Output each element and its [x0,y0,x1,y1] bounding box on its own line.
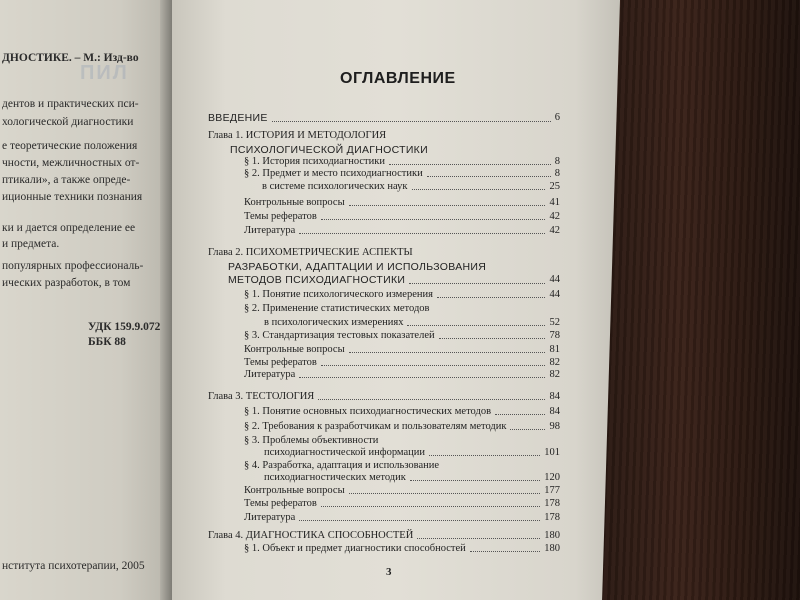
toc-entry [244,225,560,236]
left-line: иционные техники познания [2,191,143,203]
toc-entry-label: § 1. История психодиагностики [244,156,385,167]
toc-entry-page: 81 [549,344,560,355]
toc-leader-dots [299,377,545,378]
toc-leader-dots [510,429,545,430]
toc-entry [244,421,560,432]
toc-entry [244,435,560,446]
toc-leader-dots [272,121,551,122]
toc-entry-page: 178 [544,512,560,523]
toc-leader-dots [439,338,545,339]
copyright-line: нститута психотерапии, 2005 [2,560,145,572]
show-through-text: ПИЛ [80,62,129,84]
toc-entry-label: Литература [244,225,296,236]
toc-entry [244,357,560,368]
toc-entry [244,289,560,300]
toc-entry [208,530,560,541]
wooden-table [600,0,800,600]
toc-entry-page: 101 [544,447,560,458]
toc-entry-page: 25 [549,181,560,192]
toc-leader-dots [437,297,545,298]
toc-leader-dots [349,493,540,494]
toc-entry-label: Глава 4. ДИАГНОСТИКА СПОСОБНОСТЕЙ [208,530,414,541]
toc-entry [244,460,560,471]
toc-leader-dots [409,283,545,284]
toc-entry-page: 98 [549,421,560,432]
toc-entry-page: 82 [549,357,560,368]
toc-entry [244,330,560,341]
toc-entry [244,369,560,380]
toc-entry-page: 8 [554,156,560,167]
toc-entry [244,303,560,314]
toc-entry-label: психодиагностической информации [264,447,426,458]
toc-entry-label: § 1. Объект и предмет диагностики способностей [244,543,466,554]
toc-entry [244,211,560,222]
toc-entry-label: ВВЕДЕНИЕ [208,112,268,124]
toc-leader-dots [410,480,540,481]
toc-entry-label: ПСИХОЛОГИЧЕСКОЙ ДИАГНОСТИКИ [230,144,428,156]
toc-leader-dots [321,219,545,220]
toc-entry-label: в психологических измерениях [264,317,404,328]
left-line: е теоретические положения [2,140,138,152]
left-line: чности, межличностных от- [2,157,140,169]
toc-entry-label: § 3. Стандартизация тестовых показателей [244,330,435,341]
toc-entry-page: 44 [549,274,560,285]
toc-entry-page: 178 [544,498,560,509]
toc-entry [244,168,560,179]
toc-entry [264,472,560,483]
toc-entry-label: Контрольные вопросы [244,485,345,496]
toc-entry-page: 44 [549,289,560,300]
left-line: популярных профессиональ- [2,260,144,272]
toc-leader-dots [321,506,540,507]
toc-entry-label: § 1. Понятие основных психодиагностических методов [244,406,492,417]
toc-leader-dots [389,164,551,165]
toc-entry [244,543,560,554]
toc-entry-label: § 2. Предмет и место психодиагностики [244,168,423,179]
left-line: ических разработок, в том [2,277,131,289]
toc-leader-dots [495,414,545,415]
toc-entry-page: 42 [549,225,560,236]
toc-entry-label: Глава 2. ПСИХОМЕТРИЧЕСКИЕ АСПЕКТЫ [208,247,413,258]
toc-entry [244,512,560,523]
toc-entry-label: Контрольные вопросы [244,344,345,355]
toc-entry-label: Темы рефератов [244,498,317,509]
toc-entry [262,181,560,192]
toc-entry-label: § 4. Разработка, адаптация и использование [244,460,440,471]
left-line: дентов и практических пси- [2,98,139,110]
toc-entry-page: 120 [544,472,560,483]
toc-entry-label: § 2. Требования к разработчикам и пользователям методик [244,421,507,432]
toc-entry-page: 177 [544,485,560,496]
toc-entry-page: 82 [549,369,560,380]
toc-entry-label: Глава 3. ТЕСТОЛОГИЯ [208,391,315,402]
toc-entry-label: § 3. Проблемы объективности [244,435,379,446]
toc-entry-page: 41 [549,197,560,208]
toc-entry-label: МЕТОДОВ ПСИХОДИАГНОСТИКИ [228,274,406,286]
toc-entry [244,344,560,355]
toc-entry-page: 84 [549,406,560,417]
udc-code: УДК 159.9.072 [88,321,161,333]
toc-entry [244,406,560,417]
toc-entry [264,317,560,328]
toc-entry-label: § 2. Применение статистических методов [244,303,430,314]
toc-entry-label: Глава 1. ИСТОРИЯ И МЕТОДОЛОГИЯ [208,130,387,141]
toc-leader-dots [299,520,540,521]
toc-entry-label: Темы рефератов [244,211,317,222]
left-page [0,0,172,600]
toc-entry-label: Литература [244,512,296,523]
toc-entry [208,112,560,124]
toc-entry-page: 6 [554,112,560,123]
toc-leader-dots [470,551,540,552]
page-number: 3 [386,566,392,578]
toc-entry-page: 180 [544,543,560,554]
toc-leader-dots [407,325,545,326]
left-line: ки и дается определение ее [2,222,136,234]
toc-leader-dots [349,205,545,206]
toc-leader-dots [429,455,540,456]
toc-entry-page: 78 [549,330,560,341]
toc-entry [208,391,560,402]
toc-entry [244,498,560,509]
toc-leader-dots [412,189,545,190]
toc-entry-page: 8 [554,168,560,179]
toc-entry [208,130,560,141]
toc-leader-dots [417,538,540,539]
toc-entry-label: РАЗРАБОТКИ, АДАПТАЦИИ И ИСПОЛЬЗОВАНИЯ [228,261,487,273]
toc-entry [208,247,560,258]
toc-leader-dots [318,399,545,400]
toc-entry [244,485,560,496]
toc-leader-dots [427,176,551,177]
toc-entry-page: 52 [549,317,560,328]
toc-leader-dots [299,233,545,234]
toc-entry-label: Литература [244,369,296,380]
toc-entry [228,274,560,286]
toc-entry-label: психодиагностических методик [264,472,406,483]
toc-entry-label: § 1. Понятие психологического измерения [244,289,433,300]
toc-entry-page: 180 [544,530,560,541]
bbk-code: ББК 88 [88,336,126,348]
toc-entry [230,144,560,156]
toc-entry [244,156,560,167]
toc-entry [264,447,560,458]
left-line: ДНОСТИКЕ. – М.: Изд-во [2,52,139,64]
toc-entry [244,197,560,208]
toc-entry-label: Темы рефератов [244,357,317,368]
right-page [172,0,620,600]
left-line: хологической диагностики [2,116,134,128]
left-line: птикали», а также опреде- [2,174,131,186]
toc-entry-label: Контрольные вопросы [244,197,345,208]
toc-entry-page: 84 [549,391,560,402]
toc-entry [228,261,560,273]
toc-entry-label: в системе психологических наук [262,181,408,192]
left-line: и предмета. [2,238,60,250]
toc-leader-dots [321,365,545,366]
toc-title: ОГЛАВЛЕНИЕ [340,70,456,87]
toc-leader-dots [349,352,545,353]
toc-entry-page: 42 [549,211,560,222]
